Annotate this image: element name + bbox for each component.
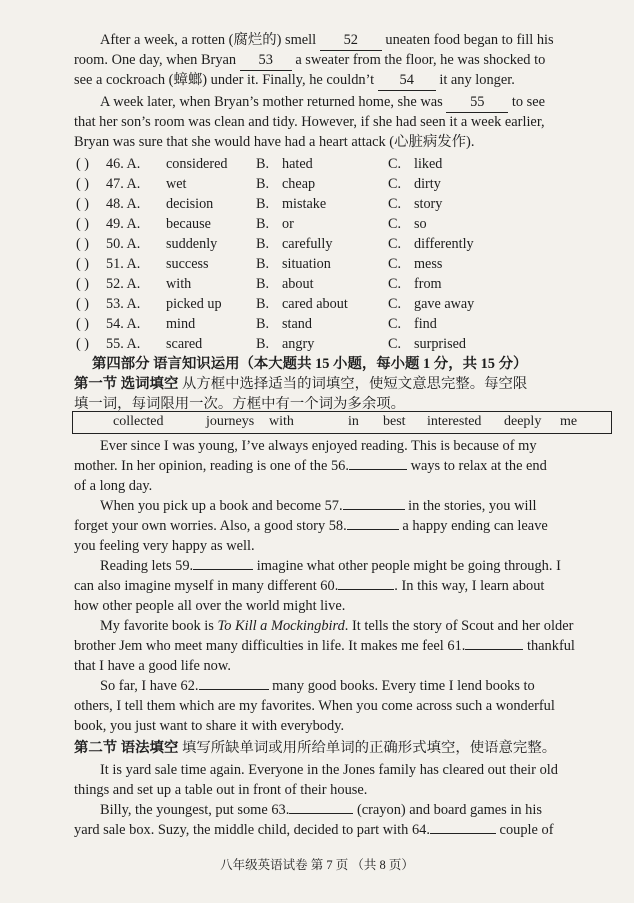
option-c-letter: C. <box>388 196 402 212</box>
passage-line: My favorite book is To Kill a Mockingbird. It tells the story of Scout and her older <box>100 618 574 634</box>
part4-title: 第四部分 语言知识运用（本大题共 15 小题，每小题 1 分，共 15 分） <box>92 356 528 372</box>
passage-line: things and set up a table out in front of their house. <box>74 782 368 798</box>
blank-63 <box>289 813 353 814</box>
option-c: story <box>414 196 443 212</box>
passage-line: mother. In her opinion, reading is one of the 56. ways to relax at the end <box>74 458 547 474</box>
cloze-line <box>100 30 608 51</box>
question-number: 52. A. <box>106 276 141 292</box>
answer-paren: ( ) <box>76 196 89 212</box>
answer-blank-52: 52 <box>320 30 382 51</box>
blank-60 <box>338 589 394 590</box>
text: it any longer. <box>435 72 515 88</box>
passage-line: can also imagine myself in many different 60. . In this way, I learn about <box>74 578 545 594</box>
passage-line: Ever since I was young, I’ve always enjoyed reading. This is because of my <box>100 438 537 454</box>
question-number: 49. A. <box>106 216 141 232</box>
blank-61 <box>465 649 523 650</box>
option-b-letter: B. <box>256 296 270 312</box>
option-c: so <box>414 216 427 232</box>
passage-line: So far, I have 62. many good books. Every time I lend books to <box>100 678 535 694</box>
option-c: gave away <box>414 296 475 312</box>
option-c-letter: C. <box>388 176 402 192</box>
option-b: cheap <box>282 176 316 192</box>
option-b: about <box>282 276 314 292</box>
word-item: deeply <box>504 414 542 429</box>
option-b-letter: B. <box>256 216 270 232</box>
option-c-letter: C. <box>388 336 402 352</box>
answer-blank-53: 53 <box>240 50 292 71</box>
option-c: find <box>414 316 437 332</box>
cloze-line <box>74 70 608 91</box>
word-item: collected <box>113 414 164 429</box>
book-title: To Kill a Mockingbird <box>217 618 345 634</box>
text: 填写所缺单词或用所给单词的正确形式填空，使语意完整。 <box>178 740 557 756</box>
option-c: mess <box>414 256 443 272</box>
option-b: cared about <box>282 296 348 312</box>
page-footer: 八年级英语试卷 第 7 页 （共 8 页） <box>220 858 414 872</box>
text: room. One day, when Bryan <box>74 52 240 68</box>
answer-paren: ( ) <box>76 256 89 272</box>
passage-line: that I have a good life now. <box>74 658 231 674</box>
option-b: stand <box>282 316 312 332</box>
word-item: interested <box>427 414 482 429</box>
answer-paren: ( ) <box>76 176 89 192</box>
option-b-letter: B. <box>256 196 270 212</box>
option-a: because <box>166 216 211 232</box>
option-b: hated <box>282 156 313 172</box>
option-b-letter: B. <box>256 176 270 192</box>
option-c: dirty <box>414 176 441 192</box>
option-a: success <box>166 256 209 272</box>
question-number: 51. A. <box>106 256 141 272</box>
option-c-letter: C. <box>388 276 402 292</box>
option-c-letter: C. <box>388 296 402 312</box>
answer-paren: ( ) <box>76 296 89 312</box>
option-c-letter: C. <box>388 256 402 272</box>
blank-56 <box>349 469 407 470</box>
option-c-letter: C. <box>388 236 402 252</box>
passage-line: how other people all over the world might live. <box>74 598 346 614</box>
word-item: journeys <box>206 414 255 429</box>
question-number: 47. A. <box>106 176 141 192</box>
answer-paren: ( ) <box>76 216 89 232</box>
option-c-letter: C. <box>388 316 402 332</box>
passage-line: Reading lets 59. imagine what other people might be going through. I <box>100 558 561 574</box>
option-a: decision <box>166 196 214 212</box>
cloze-line: Bryan was sure that she would have had a heart attack (心脏病发作). <box>74 134 475 150</box>
passage-line: forget your own worries. Also, a good story 58. a happy ending can leave <box>74 518 548 534</box>
section1-heading: 第一节 选词填空 <box>74 376 179 392</box>
passage-line: yard sale box. Suzy, the middle child, decided to part with 64. couple of <box>74 822 554 838</box>
option-c: surprised <box>414 336 467 352</box>
option-a: picked up <box>166 296 222 312</box>
question-number: 50. A. <box>106 236 141 252</box>
passage-line: brother Jem who meet many difficulties in life. It makes me feel 61. thankful <box>74 638 575 654</box>
option-a: with <box>166 276 192 292</box>
passage-line: Billy, the youngest, put some 63. (crayon) and board games in his <box>100 802 542 818</box>
option-b: situation <box>282 256 331 272</box>
passage-line: book, you just want to share it with everybody. <box>74 718 345 734</box>
blank-64 <box>430 833 496 834</box>
option-a: mind <box>166 316 196 332</box>
text: to see <box>508 94 546 110</box>
text: After a week, a rotten (腐烂的) smell <box>100 32 320 48</box>
text: 从方框中选择适当的词填空，使短文意思完整。每空限 <box>178 376 528 392</box>
answer-paren: ( ) <box>76 156 89 172</box>
word-box <box>72 411 612 434</box>
text: A week later, when Bryan’s mother returned home, she was <box>100 94 447 110</box>
cloze-line <box>74 50 608 71</box>
option-b: angry <box>282 336 315 352</box>
passage-line: It is yard sale time again. Everyone in the Jones family has cleared out their old <box>100 762 558 778</box>
blank-59 <box>193 569 253 570</box>
section2-heading: 第二节 语法填空 <box>74 740 179 756</box>
word-item: in <box>348 414 359 429</box>
option-c: differently <box>414 236 474 252</box>
answer-paren: ( ) <box>76 236 89 252</box>
option-a: wet <box>166 176 187 192</box>
answer-paren: ( ) <box>76 276 89 292</box>
question-number: 53. A. <box>106 296 141 312</box>
option-c-letter: C. <box>388 156 402 172</box>
answer-blank-54: 54 <box>378 70 436 91</box>
option-b: mistake <box>282 196 327 212</box>
option-a: scared <box>166 336 203 352</box>
option-b-letter: B. <box>256 316 270 332</box>
question-number: 46. A. <box>106 156 141 172</box>
word-item: me <box>560 414 578 429</box>
passage-line: others, I tell them which are my favorites. When you come across such a wonderful <box>74 698 555 714</box>
blank-57 <box>343 509 405 510</box>
option-b: or <box>282 216 294 232</box>
word-item: with <box>269 414 294 429</box>
answer-paren: ( ) <box>76 316 89 332</box>
cloze-line <box>100 92 608 113</box>
option-c-letter: C. <box>388 216 402 232</box>
option-b: carefully <box>282 236 333 252</box>
section1-instructions: 填一词，每词限用一次。方框中有一个词为多余项。 <box>74 396 405 412</box>
option-a: suddenly <box>166 236 218 252</box>
blank-58 <box>347 529 399 530</box>
question-number: 48. A. <box>106 196 141 212</box>
option-c: liked <box>414 156 443 172</box>
option-b-letter: B. <box>256 256 270 272</box>
option-b-letter: B. <box>256 276 270 292</box>
passage-line: of a long day. <box>74 478 153 494</box>
option-b-letter: B. <box>256 336 270 352</box>
cloze-line: that her son’s room was clean and tidy. However, if she had seen it a week earlier, <box>74 114 545 130</box>
passage-line: you feeling very happy as well. <box>74 538 255 554</box>
option-b-letter: B. <box>256 236 270 252</box>
section2-instructions <box>74 738 608 758</box>
option-c: from <box>414 276 442 292</box>
section1-instructions <box>74 374 608 394</box>
question-number: 55. A. <box>106 336 141 352</box>
text: see a cockroach (蟑螂) under it. Finally, he couldn’t <box>74 72 378 88</box>
option-a: considered <box>166 156 228 172</box>
text: uneaten food began to fill his <box>381 32 554 48</box>
option-b-letter: B. <box>256 156 270 172</box>
question-number: 54. A. <box>106 316 141 332</box>
passage-line: When you pick up a book and become 57. in the stories, you will <box>100 498 537 514</box>
blank-62 <box>199 689 269 690</box>
answer-paren: ( ) <box>76 336 89 352</box>
answer-blank-55: 55 <box>446 92 508 113</box>
word-item: best <box>383 414 406 429</box>
text: a sweater from the floor, he was shocked to <box>291 52 546 68</box>
